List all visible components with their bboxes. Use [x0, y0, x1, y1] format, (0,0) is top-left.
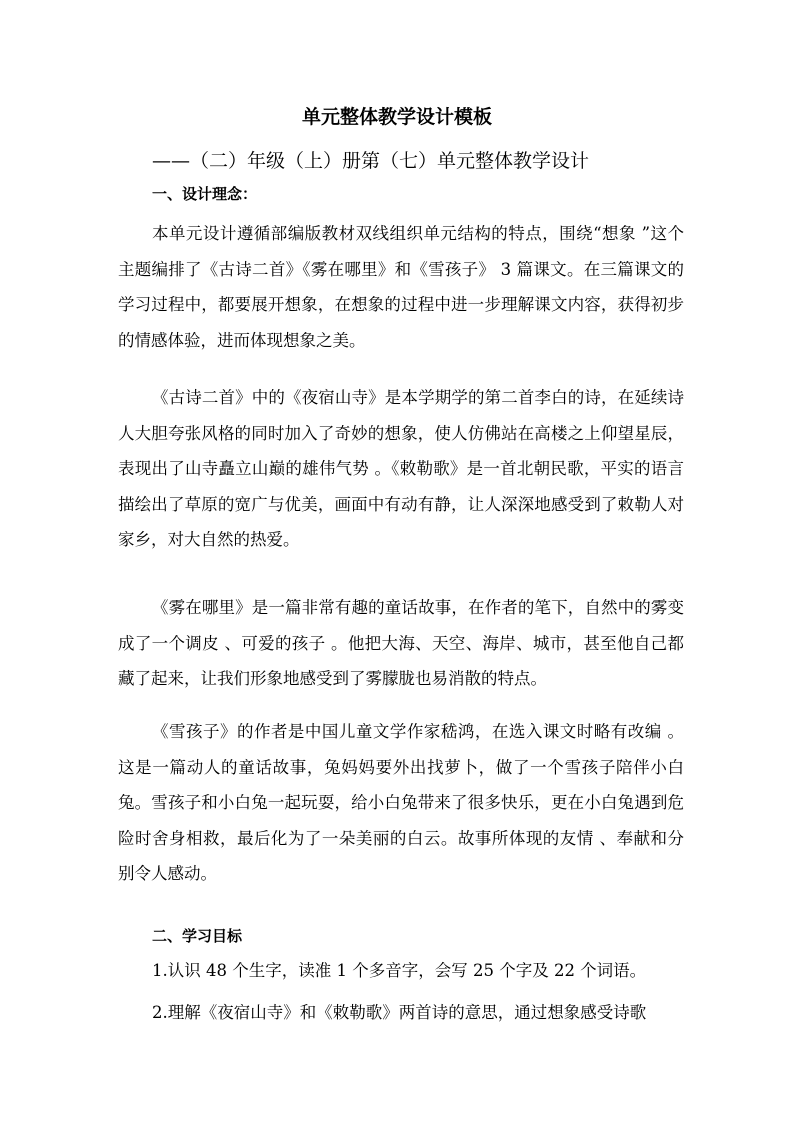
- document-subtitle: ——（二）年级（上）册第（七）单元整体教学设计: [152, 150, 590, 172]
- learning-goal-item: 2.理解《夜宿山寺》和《敕勒歌》两首诗的意思，通过想象感受诗歌: [152, 1003, 647, 1022]
- paragraph: 《雪孩子》的作者是中国儿童文学作家嵇鸿，在选入课文时略有改编 。这是一篇动人的童话故事，兔妈妈要外出找萝卜，做了一个雪孩子陪伴小白兔。雪孩子和小白兔一起玩耍，给小白兔带来了很多快乐，更在小白兔遇到危险时舍身相救，最后化为了一朵美丽的白云。故事所体现的友情 、奉献和分别令人感动。: [118, 722, 684, 883]
- paragraph: 《古诗二首》中的《夜宿山寺》是本学期学的第二首李白的诗，在延续诗人大胆夸张风格的同时加入了奇妙的想象，使人仿佛站在高楼之上仰望星辰，表现出了山寺矗立山巅的雄伟气势 。《敕勒歌》是一首北朝民歌，平实的语言描绘出了草原的宽广与优美，画面中有动有静，让人深深地感受到了敕勒人对家乡，对大自然的热爱。: [118, 388, 684, 549]
- document-title: 单元整体教学设计模板: [301, 106, 492, 128]
- section-heading-design-concept: 一、设计理念：: [152, 185, 258, 203]
- learning-goal-item: 1.认识 48 个生字，读准 1 个多音字，会写 25 个字及 22 个词语。: [152, 961, 647, 980]
- paragraph: 本单元设计遵循部编版教材双线组织单元结构的特点，围绕“想象 ”这个主题编排了《古诗二首》《雾在哪里》和《雪孩子》 3 篇课文。在三篇课文的学习过程中，都要展开想象，在想象的过程中进一步理解课文内容，获得初步的情感体验，进而体现想象之美。: [118, 224, 684, 350]
- section-heading-learning-goals: 二、学习目标: [152, 927, 243, 945]
- paragraph: 《雾在哪里》是一篇非常有趣的童话故事，在作者的笔下，自然中的雾变成了一个调皮 、可爱的孩子 。他把大海、天空、海岸、城市，甚至他自己都藏了起来，让我们形象地感受到了雾朦胧也易消散的特点。: [118, 598, 684, 688]
